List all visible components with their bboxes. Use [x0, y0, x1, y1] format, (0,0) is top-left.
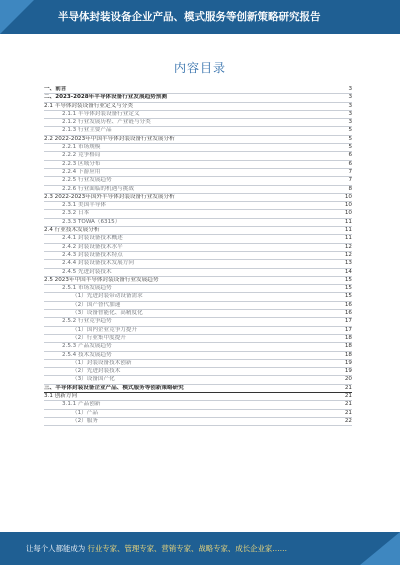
- toc-entry[interactable]: [44, 194, 352, 202]
- toc-entry-page-number: 12: [344, 251, 352, 258]
- toc-entry-page-number: 11: [344, 218, 352, 225]
- toc-entry[interactable]: [44, 210, 352, 218]
- toc-entry[interactable]: [44, 310, 352, 318]
- toc-entry-page-number: 16: [344, 301, 352, 308]
- toc-entry-page-number: 18: [344, 343, 352, 350]
- toc-entry-page-number: 10: [344, 193, 352, 200]
- toc-entry-label: 2.2.4 下游应用: [62, 168, 101, 175]
- toc-entry[interactable]: [44, 244, 352, 252]
- toc-entry-page-number: 8: [348, 185, 352, 192]
- toc-entry-label: 2.2 2022-2023年中国半导体封装设备行业发展分析: [44, 135, 175, 142]
- toc-entry-label: 2.4.4 封装设备技术发展方向: [62, 260, 134, 267]
- toc-entry[interactable]: [44, 127, 352, 135]
- toc-entry-label: 二、2023-2028年半导体设备行业发展趋势预测: [44, 94, 167, 101]
- toc-entry[interactable]: [44, 318, 352, 326]
- toc-entry[interactable]: [44, 235, 352, 243]
- toc-entry-page-number: 11: [344, 227, 352, 234]
- toc-entry-label: （1）产品: [72, 409, 98, 416]
- toc-entry-label: 2.3.2 日本: [62, 210, 90, 217]
- toc-entry-page-number: 5: [348, 135, 352, 142]
- toc-entry-page-number: 6: [348, 152, 352, 159]
- toc-entry-page-number: 15: [344, 285, 352, 292]
- toc-entry-label: 2.2.2 竞争格局: [62, 152, 101, 159]
- toc-entry-label: 3.1.1 产品创新: [62, 401, 101, 408]
- toc-entry[interactable]: [44, 227, 352, 235]
- toc-entry-label: 2.1.3 行业主要产品: [62, 127, 112, 134]
- toc-entry-label: （1）先进封装带动设备需求: [72, 293, 143, 300]
- toc-entry-label: 2.2.6 行业面临的机遇与挑战: [62, 185, 134, 192]
- toc-entry-page-number: 3: [348, 102, 352, 109]
- toc-entry-label: 2.3 2022-2023年国外半导体封装设备行业发展分析: [44, 193, 175, 200]
- footer-bar: [0, 532, 400, 565]
- toc-entry-label: （1）封装设备技术创新: [72, 359, 132, 366]
- toc-entry-label: 2.3.1 美国半导体: [62, 202, 106, 209]
- toc-entry-label: 2.3.3 TOWA（6315）: [62, 218, 121, 225]
- toc-entry-label: 2.4.2 封装设备技术水平: [62, 243, 123, 250]
- toc-entry-page-number: 21: [344, 392, 352, 399]
- toc-entry-page-number: 21: [344, 409, 352, 416]
- toc-entry[interactable]: [44, 119, 352, 127]
- toc-entry-page-number: 21: [344, 384, 352, 391]
- report-title: 半导体封装设备企业产品、模式服务等创新策略研究报告: [58, 11, 321, 23]
- toc-entry-page-number: 14: [344, 268, 352, 275]
- toc-entry[interactable]: [44, 335, 352, 343]
- header-bar: [0, 0, 400, 34]
- toc-entry[interactable]: [44, 368, 352, 376]
- toc-entry[interactable]: [44, 186, 352, 194]
- toc-entry[interactable]: [44, 327, 352, 335]
- toc-entry[interactable]: [44, 418, 352, 426]
- toc-entry-page-number: 10: [344, 202, 352, 209]
- toc-entry-label: 2.1 半导体封装设备行业定义与分类: [44, 102, 133, 109]
- toc-entry-label: 2.4.5 先进封装技术: [62, 268, 112, 275]
- toc-entry-page-number: 15: [344, 293, 352, 300]
- toc-entry-label: 2.5.1 市场发展趋势: [62, 285, 112, 292]
- toc-entry[interactable]: [44, 352, 352, 360]
- toc-entry[interactable]: [44, 202, 352, 210]
- toc-entry[interactable]: [44, 252, 352, 260]
- toc-entry-page-number: 7: [348, 177, 352, 184]
- toc-entry-page-number: 21: [344, 401, 352, 408]
- toc-entry-label: 2.4 行业技术发展分析: [44, 227, 100, 234]
- toc-entry-label: 2.2.5 行业发展趋势: [62, 177, 112, 184]
- toc-entry-label: 一、前言: [44, 86, 67, 92]
- toc-entry-label: （2）先进封装技术: [72, 368, 121, 375]
- footer-accent-shape: [360, 532, 400, 565]
- toc-entry-page-number: 13: [344, 260, 352, 267]
- toc-entry[interactable]: [44, 269, 352, 277]
- toc-entry[interactable]: [44, 302, 352, 310]
- toc-entry[interactable]: [44, 103, 352, 111]
- footer-slogan-lead: 让每个人都能成为: [26, 544, 86, 553]
- toc-entry-page-number: 17: [344, 326, 352, 333]
- toc-entry[interactable]: [44, 161, 352, 169]
- toc-entry-label: 2.1.2 行业发展历程、产业链与分类: [62, 119, 151, 126]
- toc-entry-label: （2）国产替代加速: [72, 301, 121, 308]
- toc-entry[interactable]: [44, 136, 352, 144]
- toc-entry-label: 2.2.3 区域分布: [62, 160, 101, 167]
- toc-entry[interactable]: [44, 293, 352, 301]
- toc-entry-page-number: 17: [344, 318, 352, 325]
- toc-entry[interactable]: [44, 260, 352, 268]
- toc-entry-label: （2）行业集中度提升: [72, 334, 126, 341]
- toc-entry-page-number: 20: [344, 376, 352, 383]
- toc-entry-page-number: 12: [344, 243, 352, 250]
- toc-entry-page-number: 19: [344, 359, 352, 366]
- toc-entry-label: （3）设备智能化、高精度化: [72, 310, 143, 317]
- toc-entry-page-number: 15: [344, 276, 352, 283]
- toc-entry-label: 2.4.1 封装设备技术概述: [62, 235, 123, 242]
- toc-entry-page-number: 10: [344, 210, 352, 217]
- toc-entry-label: （2）服务: [72, 417, 98, 424]
- toc-entry[interactable]: [44, 152, 352, 160]
- table-of-contents: [44, 86, 352, 518]
- toc-entry[interactable]: [44, 219, 352, 227]
- footer-slogan: [26, 543, 287, 554]
- toc-entry-page-number: 18: [344, 351, 352, 358]
- toc-entry-label: 三、半导体封装设备企业产品、模式服务等创新策略研究: [44, 384, 184, 391]
- toc-entry-page-number: 3: [348, 119, 352, 126]
- toc-entry-page-number: 5: [348, 144, 352, 151]
- toc-entry-page-number: 18: [344, 334, 352, 341]
- toc-entry-label: 2.5.3 产品发展趋势: [62, 343, 112, 350]
- toc-entry-page-number: 19: [344, 368, 352, 375]
- toc-entry-page-number: 3: [348, 86, 352, 92]
- toc-entry[interactable]: [44, 177, 352, 185]
- toc-entry[interactable]: [44, 111, 352, 119]
- toc-entry[interactable]: [44, 401, 352, 409]
- toc-entry[interactable]: [44, 169, 352, 177]
- toc-entry[interactable]: [44, 94, 352, 102]
- page-title: 内容目录: [173, 61, 226, 75]
- toc-entry-page-number: 5: [348, 127, 352, 134]
- toc-entry[interactable]: [44, 285, 352, 293]
- header-accent-shape: [0, 0, 34, 34]
- toc-entry-label: 2.5.4 技术发展趋势: [62, 351, 112, 358]
- toc-entry-page-number: 6: [348, 160, 352, 167]
- toc-entry-label: 2.2.1 市场规模: [62, 144, 101, 151]
- toc-entry[interactable]: [44, 376, 352, 384]
- toc-entry[interactable]: [44, 393, 352, 401]
- toc-entry-page-number: 3: [348, 94, 352, 101]
- toc-entry-page-number: 7: [348, 168, 352, 175]
- toc-entry-page-number: 3: [348, 110, 352, 117]
- footer-slogan-roles: 行业专家、管理专家、营销专家、战略专家、成长企业家……: [87, 544, 288, 553]
- toc-entry[interactable]: [44, 385, 352, 393]
- toc-entry-label: （1）国内企业竞争力提升: [72, 326, 138, 333]
- toc-entry[interactable]: [44, 410, 352, 418]
- toc-entry[interactable]: [44, 277, 352, 285]
- toc-entry-label: （3）设备国产化: [72, 376, 115, 383]
- toc-entry[interactable]: [44, 360, 352, 368]
- toc-entry-label: 2.5 2023年中国半导体封装设备行业发展趋势: [44, 276, 159, 283]
- toc-entry[interactable]: [44, 144, 352, 152]
- toc-entry-page-number: 16: [344, 310, 352, 317]
- toc-entry-label: 3.1 创新方向: [44, 392, 78, 399]
- toc-entry[interactable]: [44, 86, 352, 94]
- toc-entry-label: 2.4.3 封装设备技术特点: [62, 251, 123, 258]
- toc-entry-page-number: 22: [344, 417, 352, 424]
- toc-entry[interactable]: [44, 343, 352, 351]
- toc-entry-page-number: 11: [344, 235, 352, 242]
- toc-entry-label: 2.1.1 半导体封装设备行业定义: [62, 110, 140, 117]
- toc-entry-label: 2.5.2 行业竞争趋势: [62, 318, 112, 325]
